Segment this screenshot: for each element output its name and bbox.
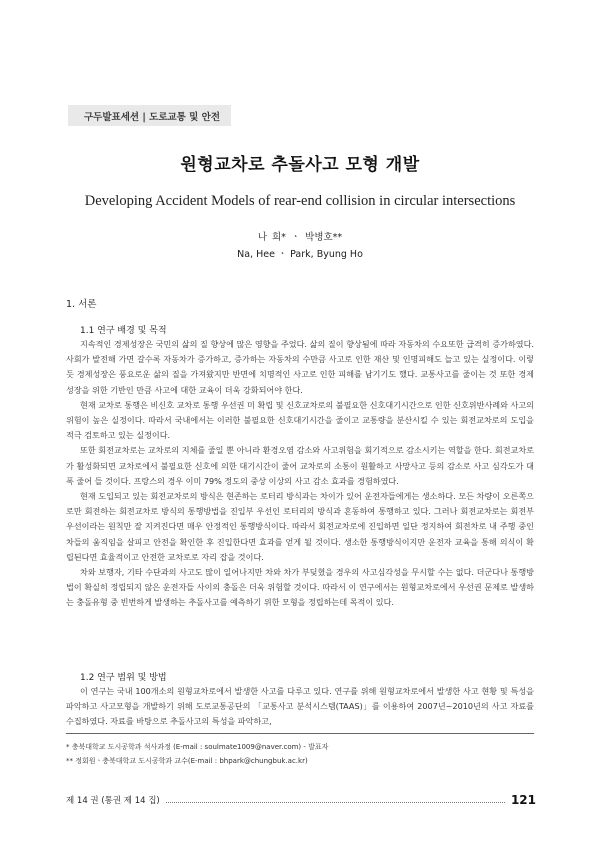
footnote-1: * 충북대학교 도시공학과 석사과정 (E-mail : soulmate1009@naver.com) - 발표자 xyxy=(66,743,329,751)
paper-title: 원형교차로 추돌사고 모형 개발 xyxy=(180,155,420,175)
volume-info: 제 14 권 (통권 제 14 집) xyxy=(66,796,160,806)
paragraph: 현재 도입되고 있는 회전교차로의 방식은 현존하는 로터리 방식과는 차이가 있어 운전자들에게는 생소하다. 모든 차량이 오른쪽으로만 회전하는 회전교차로 방식의 통행방법을 진입부 우선인 로터리의 방식과 혼동하여 통행하고 있다. 그러나 회전교차로는 회전부 우선이라는 원칙만 잘 지켜진다면 매우 안정적인 통행방식이다. 따라서 회전교차로에 진입하면 일단 정지하여 회전차로 내 주행 중인 차들의 움직임을 살피고 안전을 확인한 후 진입한다면 효과를 얻게 될 것이다. 생소한 통행방식이지만 운전자 교육을 통해 의식이 확립된다면 효율적이고 안전한 교차로로 자리 잡을 것이다. xyxy=(66,491,534,562)
paragraph: 또한 회전교차로는 교차로의 지체를 줄일 뿐 아니라 환경오염 감소와 사고위험을 회기적으로 감소시키는 역할을 한다. 회전교차로가 활성화되면 교차로에서 불필요한 신호에 의한 대기시간이 줄어 교차로의 소통이 원활하고 사망사고 등의 감소로 사고 심각도가 대폭 줄어 들 것이다. 프랑스의 경우 이미 79% 정도의 중상 이상의 사고 감소 효과를 경험하였다. xyxy=(66,445,534,486)
subsection-heading-scope: 1.2 연구 범위 및 방법 xyxy=(80,673,167,683)
section-heading-introduction: 1. 서론 xyxy=(66,299,97,310)
authors-korean: 나 희* ㆍ 박병호** xyxy=(257,232,343,243)
section-tag: 구두발표세션 | 도로교통 및 안전 xyxy=(68,105,231,126)
paragraph: 지속적인 경제성장은 국민의 삶의 질 향상에 많은 영향을 주었다. 삶의 질이 향상됨에 따라 자동차의 수요또한 급격히 증가하였다. 사회가 발전해 가면 갈수록 자동차가 증가하고, 증가하는 자동차의 수만큼 사고로 인한 재산 및 인명피해도 늘고 있는 실정이다. 이렇듯 경제성장은 풍요로운 삶의 질을 가져왔지만 반면에 치명적인 사고로 인한 피해를 남기기도 했다. 교통사고를 줄이는 것 또한 경제성장을 위한 기반인 만큼 사고에 대한 교육이 더욱 강화되어야 한다. xyxy=(66,339,534,395)
paper-subtitle: Developing Accident Models of rear-end collision in circular intersections xyxy=(84,193,516,209)
paragraph: 이 연구는 국내 100개소의 원형교차로에서 발생한 사고를 다루고 있다. 연구를 위해 원형교차로에서 발생한 사고 현황 및 특성을 파악하고 사고모형을 개발하기 위해 도로교통공단의 「교통사고 분석시스템(TAAS)」를 이용하여 2007년~2010년의 사고 자료를 수집하였다. 자료를 바탕으로 추돌사고의 특성을 파악하고, xyxy=(66,686,534,727)
page-number: 121 xyxy=(510,793,536,807)
paragraph: 차와 보행자, 기타 수단과의 사고도 많이 일어나지만 차와 차가 부딪혔을 경우의 사고심각성을 무시할 수는 없다. 더군다나 통행방법이 확실히 정립되지 않은 운전자들 사이의 충돌은 더욱 위험할 것이다. 따라서 이 연구에서는 원형교차로에서 우선권 문제로 발생하는 충돌유형 중 빈번하게 발생하는 추돌사고를 예측하기 위한 모형을 정립하는데 목적이 있다. xyxy=(66,567,534,608)
paragraph: 현재 교차로 통행은 비신호 교차로 통행 우선권 미 확립 및 신호교차로의 불필요한 신호대기시간으로 인한 신호위반사례와 사고의 위험이 높은 실정이다. 따라서 국내에서는 이러한 불필요한 신호대기시간을 줄이고 교통량을 분산시킬 수 있는 회전교차로의 도입을 적극 검토하고 있는 실정이다. xyxy=(66,399,534,441)
subsection-heading-background: 1.1 연구 배경 및 목적 xyxy=(80,326,167,336)
dotted-leader xyxy=(166,802,505,803)
body-text-background xyxy=(66,337,534,611)
body-text-scope xyxy=(66,684,534,730)
footnote-2: ** 정회원ㆍ충북대학교 도시공학과 교수(E-mail : bhpark@chungbuk.ac.kr) xyxy=(66,757,308,765)
authors-english: Na, Hee ㆍ Park, Byung Ho xyxy=(237,249,363,260)
footnote-divider xyxy=(66,733,534,734)
page-footer xyxy=(66,790,536,810)
